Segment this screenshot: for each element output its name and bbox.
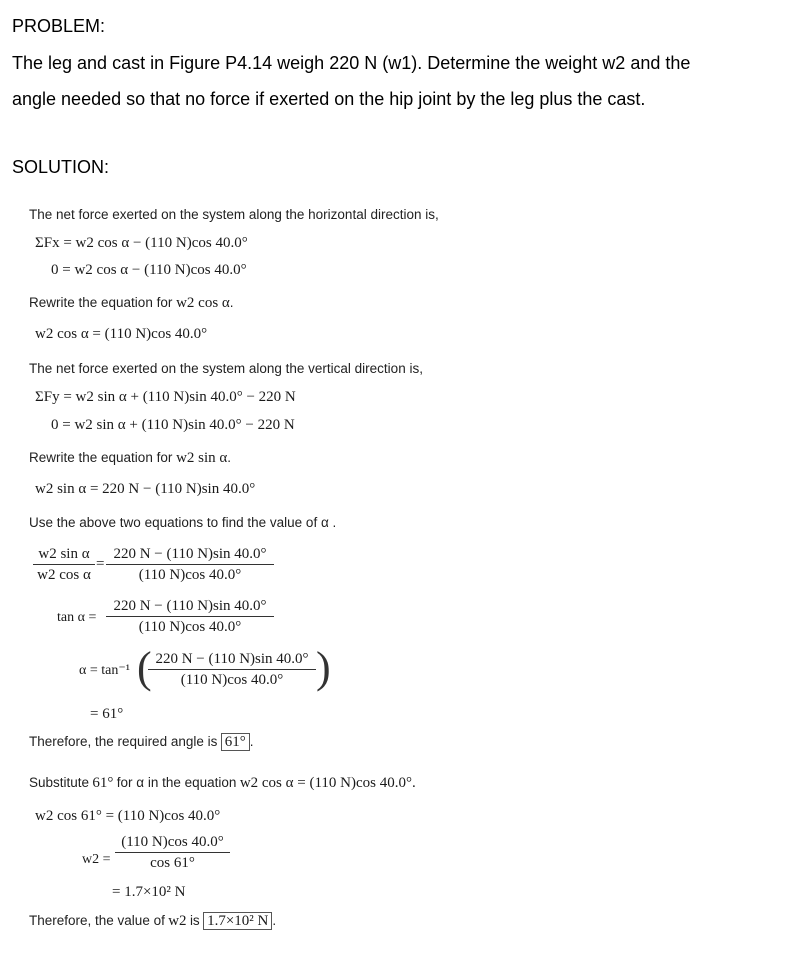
tan-alpha-label: tan α = (57, 610, 97, 625)
eq-w2-cos: w2 cos α = (110 N)cos 40.0° (35, 326, 208, 342)
ratio-equals: = (96, 556, 105, 572)
arctan-denominator: (110 N)cos 40.0° (180, 672, 284, 688)
rewrite-sin-expr: w2 sin α (176, 450, 228, 466)
ratio-lhs-fraction (33, 546, 95, 584)
ratio-rhs-denominator: (110 N)cos 40.0° (138, 567, 242, 583)
eq-sum-fy: ΣFy = w2 sin α + (110 N)sin 40.0° − 220 N (35, 389, 296, 405)
angle-conclusion-prefix: Therefore, the required angle is (29, 734, 218, 749)
tan-fraction (106, 598, 274, 636)
substitute-equation: w2 cos α = (110 N)cos 40.0°. (239, 775, 416, 791)
rewrite-sin-line: Rewrite the equation for w2 sin α. (29, 450, 232, 466)
tan-denominator: (110 N)cos 40.0° (138, 619, 242, 635)
angle-conclusion: Therefore, the required angle is 61° . (29, 734, 254, 750)
rewrite-cos-line: Rewrite the equation for w2 cos α. (29, 295, 234, 311)
use-above-text: Use the above two equations to find the value of α . (29, 515, 337, 530)
rewrite-cos-prefix: Rewrite the equation for (29, 295, 177, 310)
w2-conclusion-var: w2 (168, 913, 187, 929)
rewrite-sin-prefix: Rewrite the equation for (29, 450, 177, 465)
eq-sum-fx: ΣFx = w2 cos α − (110 N)cos 40.0° (35, 235, 248, 251)
w2-conclusion-prefix: Therefore, the value of (29, 913, 165, 928)
w2-denominator: cos 61° (150, 855, 195, 871)
substitute-line (29, 775, 416, 792)
rewrite-cos-expr: w2 cos α (176, 295, 230, 311)
w2-conclusion: Therefore, the value of w2 is 1.7×10² N . (29, 913, 277, 929)
w2-fraction (115, 834, 230, 872)
w2-label: w2 = (82, 852, 111, 867)
eq-fx-zero: 0 = w2 cos α − (110 N)cos 40.0° (51, 262, 247, 278)
w2-result: = 1.7×10² N (112, 884, 186, 900)
problem-heading: PROBLEM: (12, 16, 106, 36)
alpha-result: = 61° (90, 706, 124, 722)
w2-numerator: (110 N)cos 40.0° (115, 834, 230, 853)
right-paren: ) (316, 643, 331, 692)
w2-conclusion-is: is (189, 913, 200, 928)
solution-heading: SOLUTION: (12, 157, 110, 177)
tan-numerator: 220 N − (110 N)sin 40.0° (106, 598, 274, 617)
arctan-numerator: 220 N − (110 N)sin 40.0° (148, 651, 316, 670)
substitute-prefix: Substitute (29, 775, 90, 790)
horizontal-intro: The net force exerted on the system along the horizontal direction is, (29, 207, 439, 222)
ratio-lhs-numerator: w2 sin α (33, 546, 95, 565)
eq-w2-cos61: w2 cos 61° = (110 N)cos 40.0° (35, 808, 221, 824)
w2-answer-box: 1.7×10² N (203, 912, 272, 930)
vertical-intro: The net force exerted on the system along the vertical direction is, (29, 361, 423, 376)
angle-answer-box: 61° (221, 733, 250, 751)
eq-fy-zero: 0 = w2 sin α + (110 N)sin 40.0° − 220 N (51, 417, 295, 433)
ratio-rhs-numerator: 220 N − (110 N)sin 40.0° (106, 546, 274, 565)
left-paren: ( (137, 643, 152, 692)
arctan-fraction (148, 651, 316, 689)
substitute-middle: for α in the equation (116, 775, 237, 790)
problem-text-line-2: angle needed so that no force if exerted on the hip joint by the leg plus the cast. (12, 89, 646, 109)
eq-w2-sin: w2 sin α = 220 N − (110 N)sin 40.0° (35, 481, 256, 497)
substitute-value: 61° (92, 775, 114, 791)
ratio-rhs-fraction (106, 546, 274, 584)
alpha-arctan-label: α = tan⁻¹ (79, 663, 130, 678)
problem-text-line-1: The leg and cast in Figure P4.14 weigh 220 N (w1). Determine the weight w2 and the (12, 53, 691, 73)
ratio-lhs-denominator: w2 cos α (37, 567, 91, 583)
